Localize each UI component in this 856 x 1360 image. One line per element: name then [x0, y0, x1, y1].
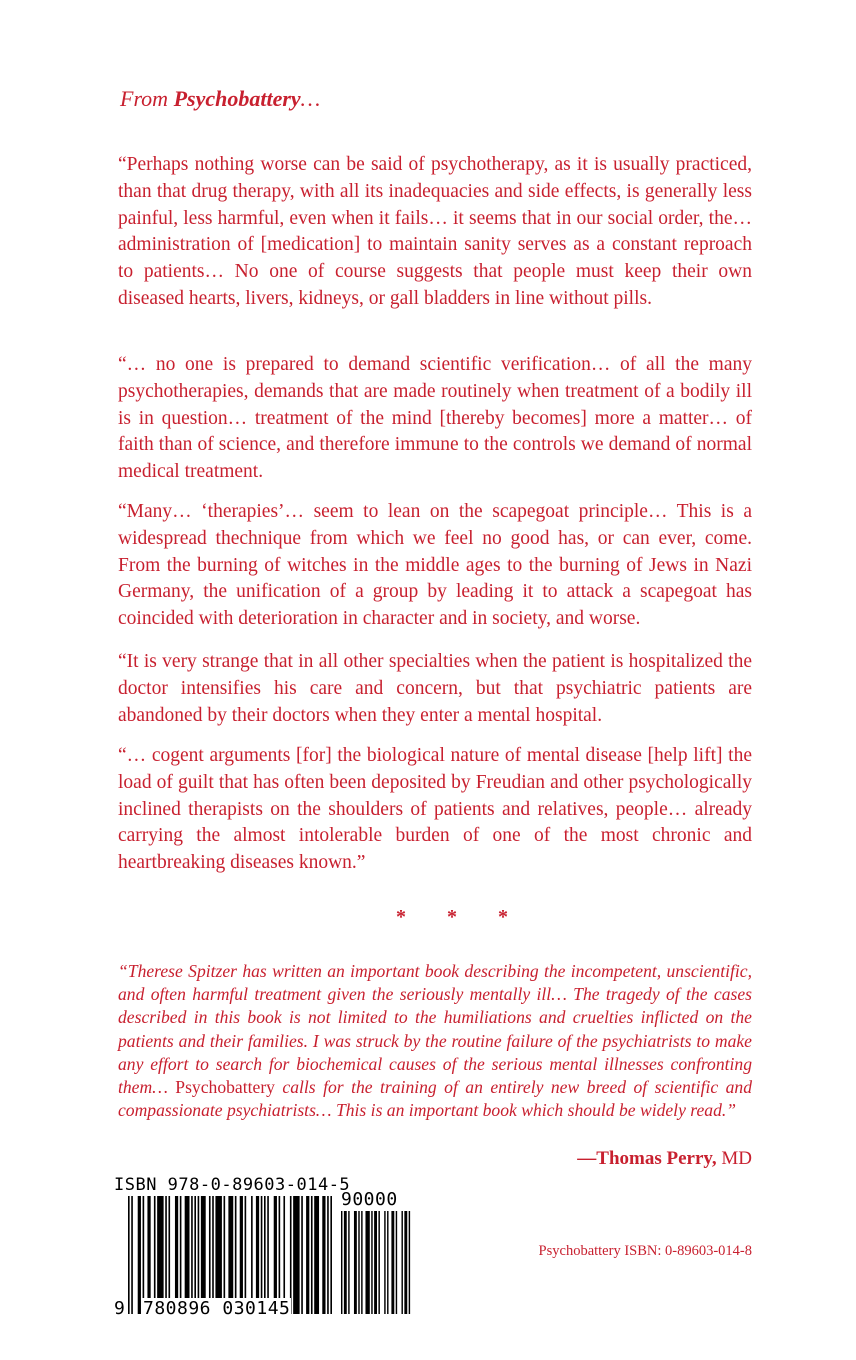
barcode-bar	[283, 1196, 285, 1314]
barcode-bar	[274, 1196, 277, 1314]
barcode-bar	[264, 1196, 266, 1314]
barcode-bar	[293, 1196, 299, 1314]
excerpt-paragraph: “It is very strange that in all other specialties when the patient is hospitalized the doctor intensifies his care and concern, but that psychiatric patients are abandoned by their doctors when they enter a mental hospital.	[118, 651, 752, 726]
isbn-note: Psychobattery ISBN: 0-89603-014-8	[538, 1243, 752, 1259]
barcode-bar	[341, 1211, 342, 1314]
barcode-bar	[290, 1196, 292, 1314]
barcode-bar	[409, 1211, 410, 1314]
barcode-addon	[341, 1211, 413, 1314]
barcode-digits: 780896 030145	[143, 1298, 291, 1319]
heading-prefix: From	[120, 86, 174, 111]
review-book-title: Psychobattery	[167, 1077, 283, 1098]
barcode-bar	[194, 1196, 196, 1314]
attribution-credential: MD	[716, 1148, 752, 1169]
barcode-bar	[212, 1196, 214, 1314]
barcode-bar	[361, 1211, 362, 1314]
barcode-bar	[175, 1196, 178, 1314]
barcode-bar	[396, 1211, 397, 1314]
heading-book-title: Psychobattery	[173, 86, 301, 111]
review-text-1: “Therese Spitzer has written an important book describing the incompetent, unscientific, and often harmful treatment given the seriously mentally ill… The tragedy of the cases described in this book is not limited to the humiliations and cruelties inflicted on the patients and their families. I was struck by the routine failure of the psychiatrists to make any effort to search for biochemical causes of the serious mental illnesses confronting them…	[118, 961, 752, 1098]
barcode-bar	[147, 1196, 150, 1314]
barcode-bar	[267, 1196, 269, 1314]
barcode-bar	[279, 1196, 281, 1314]
barcode-bar	[224, 1196, 226, 1314]
barcode-bar	[256, 1196, 259, 1314]
barcode-bar	[251, 1196, 253, 1314]
barcode-bar	[344, 1211, 347, 1314]
barcode-bar	[138, 1196, 141, 1314]
excerpt-paragraph: “… cogent arguments [for] the biological nature of mental disease [help lift] the load of guilt that has often been deposited by Freudian and other psychologically inclined therapists on the shoulders of patients and relatives, people… already carrying the almost intolerable burden of one of the most chronic and heartbreaking diseases known.”	[118, 745, 752, 874]
barcode-bar	[191, 1196, 193, 1314]
heading-ellipsis: …	[300, 86, 321, 111]
barcode-bar	[209, 1196, 211, 1314]
attribution-dash: —	[577, 1148, 597, 1169]
barcode-isbn-label: ISBN 978-0-89603-014-5	[114, 1175, 351, 1195]
barcode-bar	[311, 1196, 313, 1314]
barcode-bar	[404, 1211, 407, 1314]
attribution-name: Thomas Perry,	[596, 1148, 717, 1169]
barcode-bar	[128, 1196, 130, 1314]
barcode-bar	[165, 1196, 167, 1314]
barcode-bar	[387, 1211, 388, 1314]
barcode-bar	[198, 1196, 200, 1314]
barcode-bar	[365, 1211, 369, 1314]
barcode-bar	[378, 1211, 379, 1314]
barcode-bar	[168, 1196, 170, 1314]
barcode-bar	[301, 1196, 303, 1314]
barcode-bar	[185, 1196, 190, 1314]
section-heading	[120, 86, 320, 112]
barcode-digit-first: 9	[114, 1298, 125, 1319]
barcode-bar	[215, 1196, 221, 1314]
review-text-2: calls for the training of an entirely new breed of scientific and compassionate psychiatrists… This is an important book which should be widely read.”	[118, 1077, 752, 1121]
barcode-bar	[314, 1196, 319, 1314]
barcode-bar	[157, 1196, 163, 1314]
barcode-bar	[261, 1196, 263, 1314]
barcode-bar	[330, 1196, 332, 1314]
barcode-bar	[143, 1196, 145, 1314]
barcode-bar	[228, 1196, 233, 1314]
barcode-main	[128, 1196, 332, 1314]
barcode-bar	[240, 1196, 243, 1314]
section-separator: * * *	[396, 906, 526, 928]
barcode-bar	[201, 1196, 206, 1314]
barcode-addon-code: 90000	[341, 1189, 398, 1210]
excerpt-paragraph: “… no one is prepared to demand scientific verification… of all the many psychotherapies, demands that are made routinely when treatment of a bodily ill is in question… treatment of the mind [thereby becomes] more a matter… of faith than of science, and therefore immune to the controls we demand of normal medical treatment.	[118, 354, 752, 483]
review-attribution	[577, 1148, 752, 1170]
barcode-bar	[384, 1211, 385, 1314]
barcode-bar	[245, 1196, 247, 1314]
barcode-bar	[327, 1196, 329, 1314]
barcode-bar	[391, 1211, 394, 1314]
barcode-bar	[401, 1211, 402, 1314]
barcode-bar	[374, 1211, 377, 1314]
barcode-bar	[306, 1196, 309, 1314]
barcode-bar	[348, 1211, 349, 1314]
barcode-bar	[322, 1196, 325, 1314]
excerpt-paragraph: “Perhaps nothing worse can be said of psychotherapy, as it is usually practiced, than that drug therapy, with all its inadequacies and side effects, is generally less painful, less harmful, even when it fails… it seems that in our social order, the… administration of [medication] to maintain sanity serves as a constant reproach to patients… No one of course suggests that people must keep their own diseased hearts, livers, kidneys, or gall bladders in line without pills.	[118, 154, 752, 309]
barcode-bar	[131, 1196, 133, 1314]
barcode-bar	[371, 1211, 372, 1314]
barcode-bar	[154, 1196, 156, 1314]
barcode-bar	[235, 1196, 237, 1314]
barcode-bar	[358, 1211, 359, 1314]
review-quote	[118, 960, 752, 1122]
barcode-bar	[354, 1211, 357, 1314]
barcode-bar	[180, 1196, 182, 1314]
excerpt-paragraph: “Many… ‘therapies’… seem to lean on the scapegoat principle… This is a widespread thechnique from which we feel no good has, or can ever, come. From the burning of witches in the middle ages to the burning of Jews in Nazi Germany, the unification of a group by leading it to attack a scapegoat has coincided with deterioration in character and in society, and worse.	[118, 501, 752, 630]
